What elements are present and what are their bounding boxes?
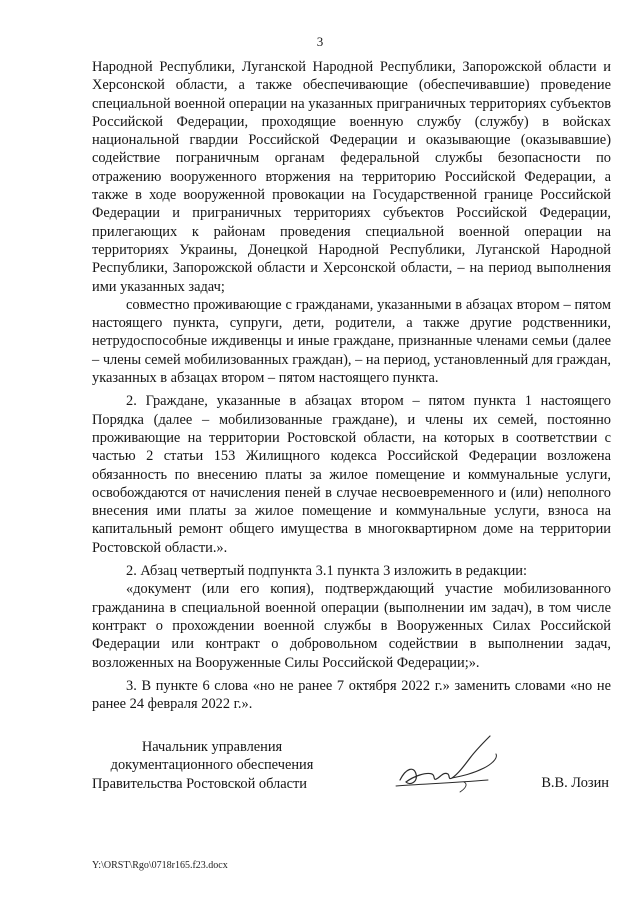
- paragraph-family-members: совместно проживающие с гражданами, указанными в абзацах втором – пятом настоящего пункта, супруги, дети, родители, а также другие родственники, нетрудоспособные иждивенцы и иные граждане, признанные членами семьи (далее – члены семей мобилизованных граждан), – на период, установленный для граждан, указанных в абзацах втором – пятом настоящего пункта.: [92, 296, 611, 387]
- signatory-title-line3: Правительства Ростовской области: [92, 775, 307, 792]
- signatory-name: В.В. Лозин: [541, 775, 609, 791]
- paragraph-item-2: 2. Граждане, указанные в абзацах втором – пятом пункта 1 настоящего Порядка (далее – мобилизованные граждане), и члены их семей, постоянно проживающие на территории Ростовской области, на которых в соответствии с частью 2 статьи 153 Жилищного кодекса Российской Федерации возложена обязанность по внесению платы за жилое помещение и коммунальные услуги, освобождаются от начисления пеней в случае несвоевременного и (или) неполного внесения ими платы за жилое помещение и коммунальные услуги, взноса на капитальный ремонт общего имущества в многоквартирном доме на территории Ростовской области.».: [92, 393, 611, 556]
- paragraph-amendment-2: 2. Абзац четвертый подпункта 3.1 пункта 3 изложить в редакции:: [126, 563, 527, 580]
- handwritten-signature: [392, 728, 512, 798]
- paragraph-document-quote: «документ (или его копия), подтверждающий участие мобилизованного гражданина в специальной военной операции (выполнении им задач), в том числе контракт о прохождении военной службы в Вооруженных Силах Российской Федерации или контракт о добровольном содействии в выполнении задач, возложенных на Вооруженные Силы Российской Федерации;».: [92, 581, 611, 671]
- page-number: 3: [316, 34, 324, 49]
- paragraph-continuation: Народной Республики, Луганской Народной Республики, Запорожской области и Херсонской области, а также обеспечивающие (обеспечивавшие) проведение специальной военной операции на указанных приграничных территориях субъектов Российской Федерации, проходящие военную службу (службу) в войсках национальной гвардии Российской Федерации и оказывающие (оказывавшие) содействие пограничным органам федеральной службы безопасности по отражению вооруженного вторжения на территорию Российской Федерации, а также в ходе вооруженной провокации на Государственной границе Российской Федерации и приграничных территориях субъектов Российской Федерации, прилегающих к районам проведения специальной военной операции на территориях Украины, Донецкой Народной Республики, Луганской Народной Республики, Запорожской области и Херсонской области, – на период выполнения ими указанных задач;: [92, 59, 611, 295]
- paragraph-amendment-3: 3. В пункте 6 слова «но не ранее 7 октября 2022 г.» заменить словами «но не ранее 24 февраля 2022 г.».: [92, 677, 611, 713]
- document-body: [92, 58, 611, 713]
- file-path-footer: Y:\ORST\Rgo\0718r165.f23.docx: [92, 860, 228, 871]
- signatory-title-line2: документационного обеспечения: [110, 757, 314, 774]
- signature-block: [92, 738, 611, 798]
- signatory-title-line1: Начальник управления: [141, 739, 283, 755]
- signatory-title: [92, 738, 332, 793]
